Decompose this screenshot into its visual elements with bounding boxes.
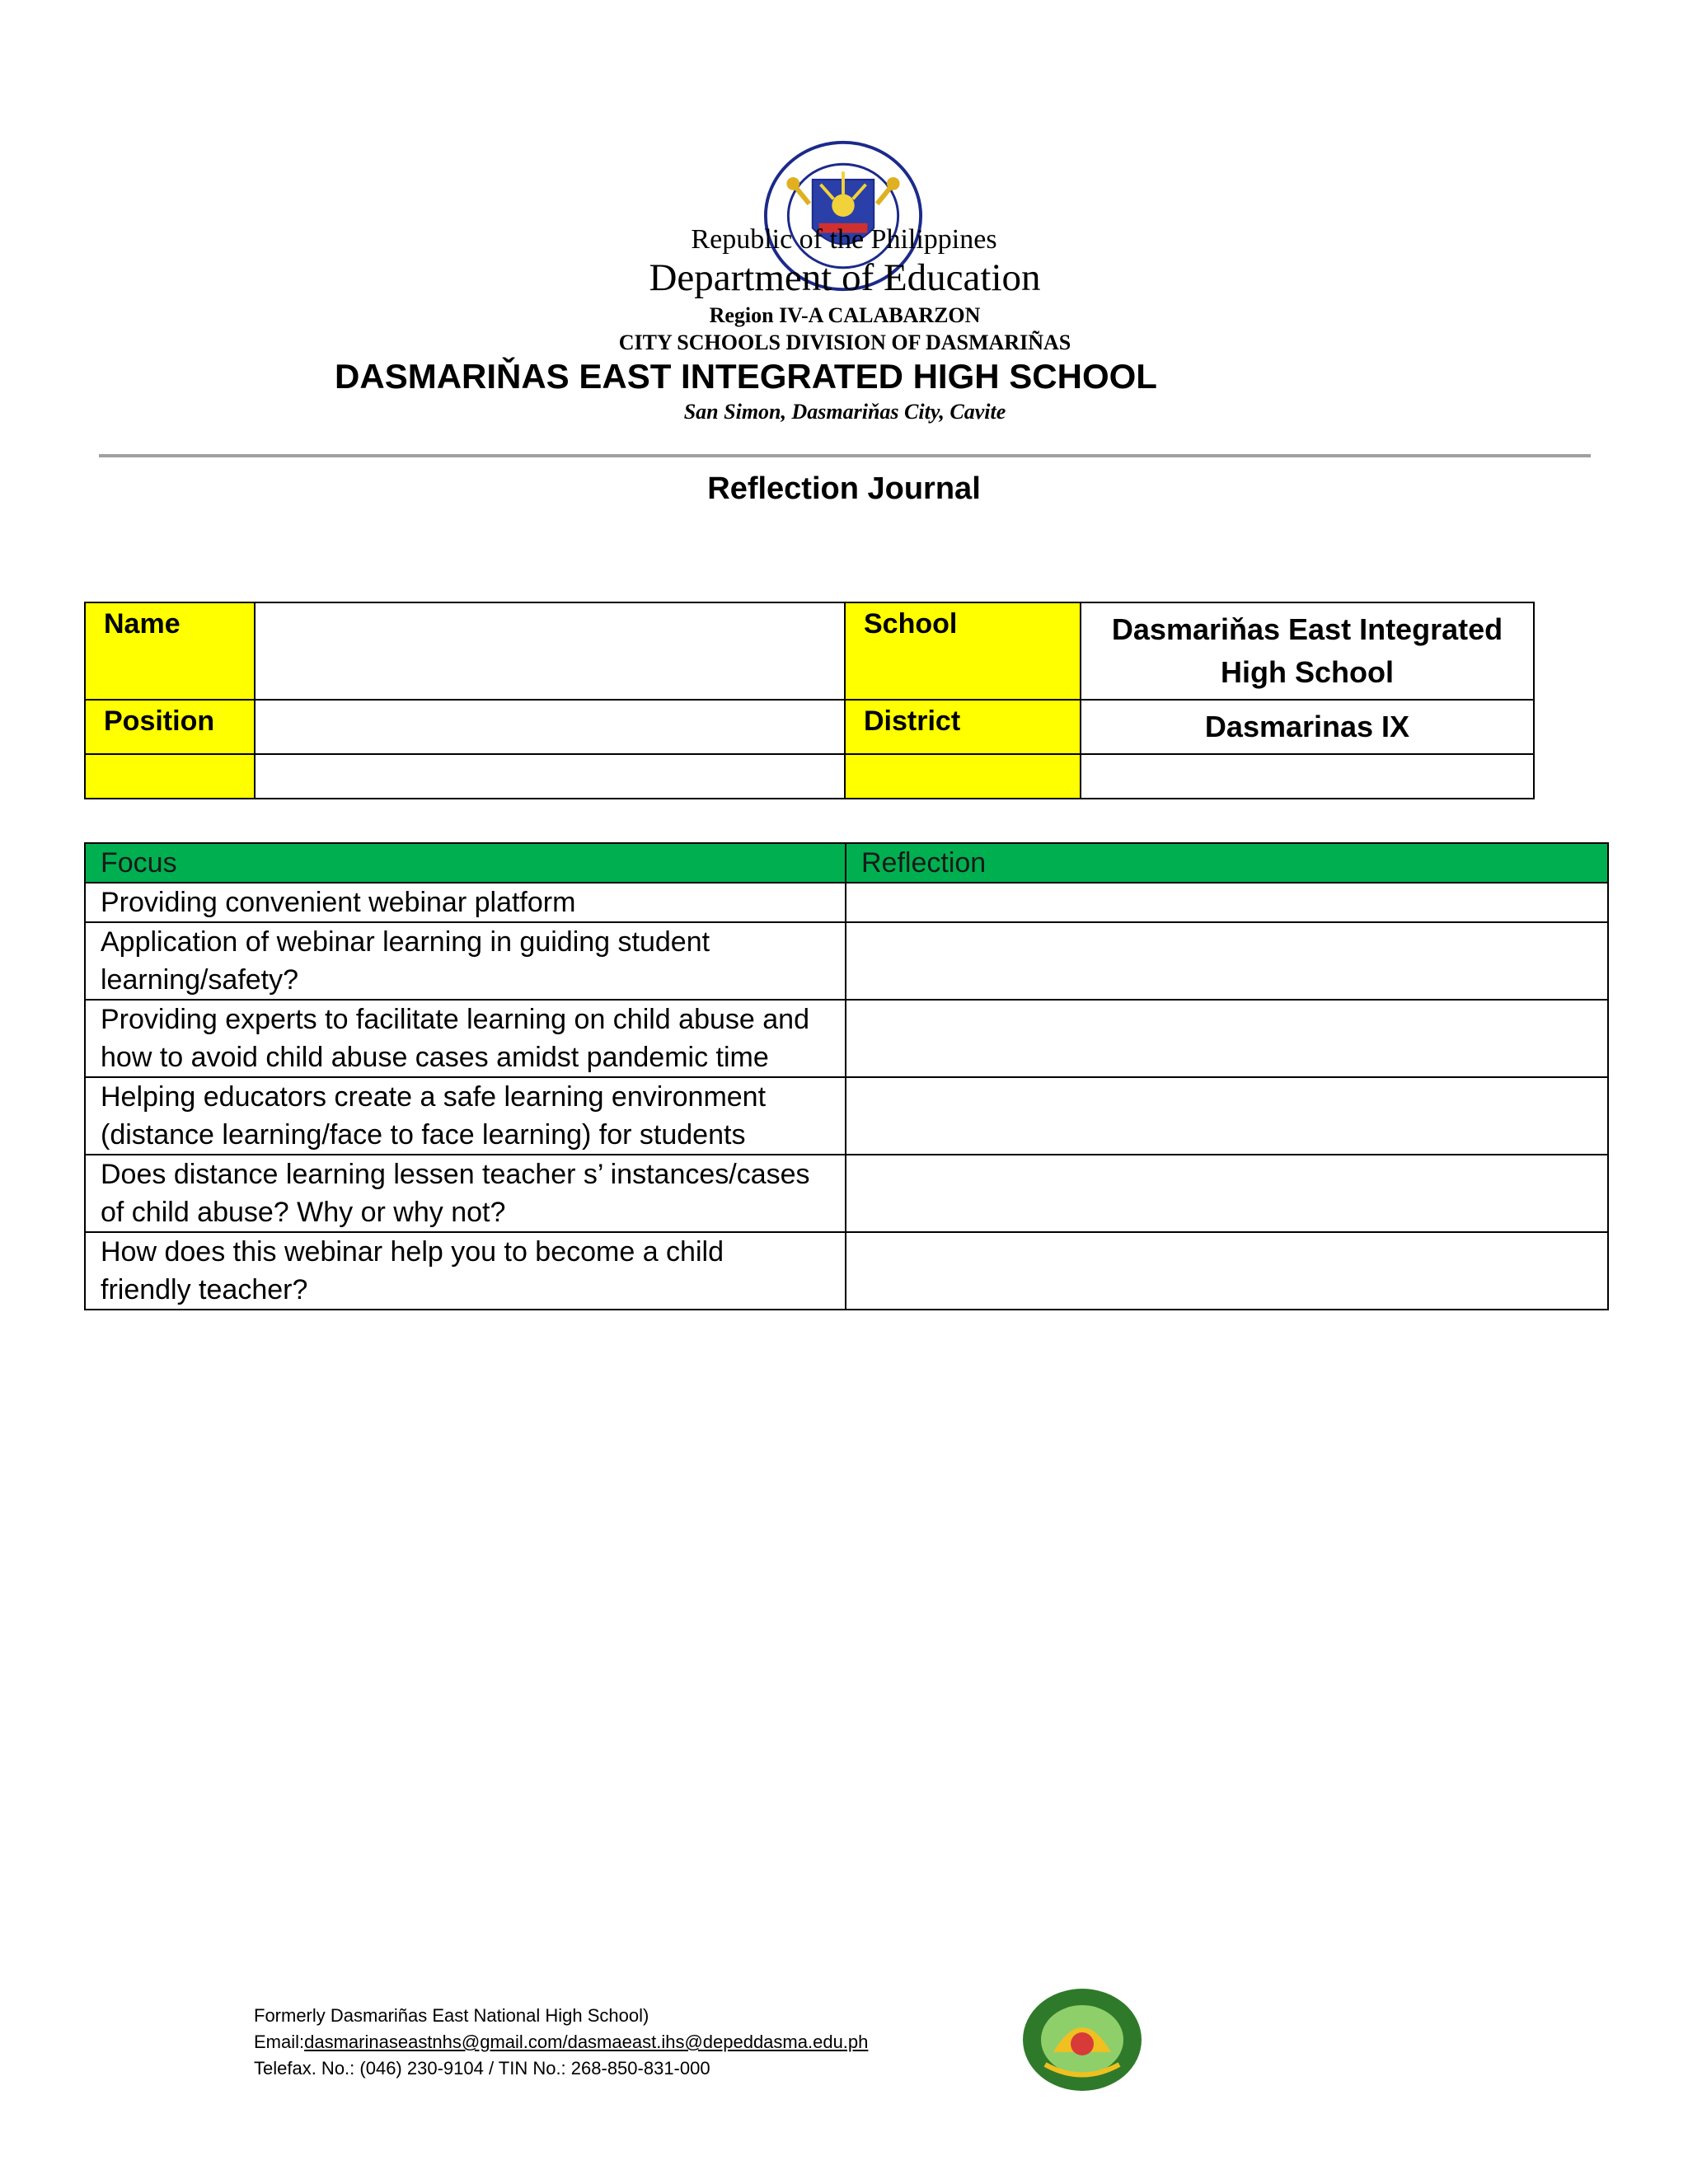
name-field[interactable] [255,602,845,700]
district-value: Dasmarinas IX [1081,700,1534,754]
reflection-cell[interactable] [846,1000,1608,1077]
footer-formerly: Formerly Dasmariñas East National High School) [254,2005,649,2026]
school-value-line2: High School [1221,655,1394,689]
republic-header: Republic of the Philippines [691,224,997,255]
focus-cell [85,883,846,922]
footer-telefax: Telefax. No.: (046) 230-9104 / TIN No.: 268-850-831-000 [254,2058,710,2079]
focus-text: Does distance learning lessen teacher s’ instances/cases [101,1159,810,1190]
school-value-line1: Dasmariňas East Integrated [1111,612,1503,646]
focus-text: Providing convenient webinar platform [101,887,576,918]
blank-value-cell[interactable] [1081,754,1534,799]
table-row [85,883,1608,922]
position-label: Position [85,700,255,754]
reflection-cell[interactable] [846,1077,1608,1155]
document-title: Reflection Journal [707,471,981,506]
info-table [84,602,1535,799]
header-divider [99,454,1591,457]
table-row [85,1000,1608,1077]
focus-text: Application of webinar learning in guiding student [101,926,710,958]
reflection-cell[interactable] [846,883,1608,922]
blank-label-cell [85,754,255,799]
reflection-column-header: Reflection [846,843,1608,883]
table-row [85,1232,1608,1310]
reflection-cell[interactable] [846,1232,1608,1310]
department-header: Department of Education [649,256,1041,299]
focus-text: Providing experts to facilitate learning on child abuse and [101,1004,809,1035]
focus-text: of child abuse? Why or why not? [101,1197,506,1228]
school-value [1081,602,1534,700]
blank-label-cell [845,754,1081,799]
footer-email-link[interactable]: dasmarinaseastnhs@gmail.com/dasmaeast.ihs@depeddasma.edu.ph [304,2032,869,2052]
name-label: Name [85,602,255,700]
focus-text: How does this webinar help you to become a child [101,1236,724,1268]
focus-cell [85,1077,846,1155]
focus-text: friendly teacher? [101,1274,308,1305]
table-row [85,1155,1608,1232]
district-label: District [845,700,1081,754]
focus-text: learning/safety? [101,964,299,996]
position-field[interactable] [255,700,845,754]
school-address: San Simon, Dasmariňas City, Cavite [683,400,1006,424]
focus-cell [85,1000,846,1077]
focus-column-header: Focus [85,843,846,883]
focus-cell [85,1232,846,1310]
footer [254,2003,868,2082]
region-header: Region IV-A CALABARZON [709,303,981,327]
table-row [85,1077,1608,1155]
focus-text: (distance learning/face to face learning) for students [101,1119,746,1151]
focus-text: Helping educators create a safe learning environment [101,1081,767,1113]
table-row [85,922,1608,1000]
school-label: School [845,602,1081,700]
footer-email-line [254,2029,868,2055]
footer-email-prefix: Email: [254,2032,305,2052]
school-name-header: DASMARIŇAS EAST INTEGRATED HIGH SCHOOL [335,357,1157,396]
focus-reflection-table [84,842,1609,1310]
reflection-cell[interactable] [846,922,1608,1000]
focus-cell [85,1155,846,1232]
school-seal-logo [1020,1986,1144,2093]
focus-text: how to avoid child abuse cases amidst pandemic time [101,1042,769,1073]
reflection-cell[interactable] [846,1155,1608,1232]
focus-cell [85,922,846,1000]
blank-field[interactable] [255,754,845,799]
division-header: CITY SCHOOLS DIVISION OF DASMARIÑAS [618,330,1071,354]
